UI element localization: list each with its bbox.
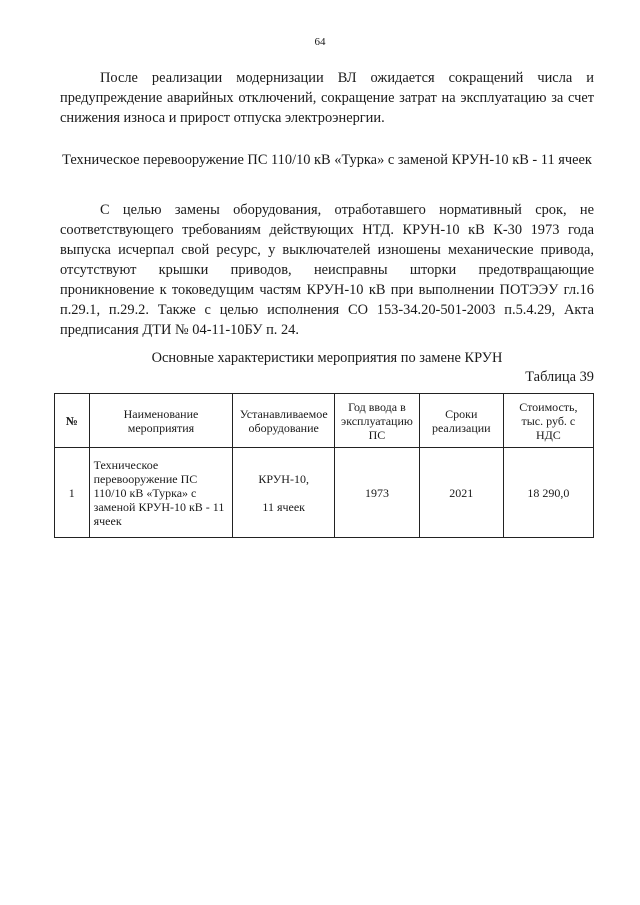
equipment-line-2: 11 ячеек: [262, 499, 305, 514]
equipment-line-1: КРУН-10,: [258, 471, 309, 486]
cell-cost: 18 290,0: [503, 448, 593, 538]
paragraph-modernization-effect: После реализации модернизации ВЛ ожидается сокращений числа и предупреждение аварийных отключений, сокращение затрат на эксплуатацию за счет снижения износа и прирост отпуска электроэнергии.: [60, 70, 594, 126]
cell-implementation-period: 2021: [419, 448, 503, 538]
cell-number: 1: [55, 448, 90, 538]
table-caption: Основные характеристики мероприятия по замене КРУН: [151, 350, 503, 366]
cell-equipment: [233, 448, 335, 538]
header-cost: Стоимость, тыс. руб. с НДС: [503, 394, 593, 448]
cell-commissioning-year: 1973: [335, 448, 420, 538]
table-label: Таблица 39: [525, 369, 594, 385]
measures-table: [54, 393, 594, 538]
header-equipment: Устанавливаемое оборудование: [233, 394, 335, 448]
header-implementation-period: Сроки реализации: [419, 394, 503, 448]
header-commissioning-year: Год ввода в эксплуатацию ПС: [335, 394, 420, 448]
section-heading: Техническое перевооружение ПС 110/10 кВ «Турка» с заменой КРУН-10 кВ - 11 ячеек: [62, 152, 592, 168]
paragraph-justification: С целью замены оборудования, отработавшего нормативный срок, не соответствующего требованиям действующих НТД. КРУН-10 кВ К-30 1973 года выпуска исчерпал свой ресурс, у выключателей изношены механические привода, отсутствуют крышки приводов, неисправны шторки предотвращающие проникновение к токоведущим частям КРУН-10 кВ при выполнении ПОТЭЭУ гл.16 п.29.1, п.29.2. Также с целью исполнения СО 153-34.20-501-2003 п.5.4.29, Акта предписания ДТИ № 04-11-10БУ п. 24.: [60, 202, 594, 338]
header-number: №: [55, 394, 90, 448]
cell-measure-name: Техническое перевооружение ПС 110/10 кВ «Турка» с заменой КРУН-10 кВ - 11 ячеек: [89, 448, 233, 538]
page-number: 64: [314, 36, 326, 48]
table-header-row: [55, 394, 594, 448]
header-measure-name: Наименование мероприятия: [89, 394, 233, 448]
table-row: [55, 448, 594, 538]
equipment-spacer: [237, 486, 330, 500]
